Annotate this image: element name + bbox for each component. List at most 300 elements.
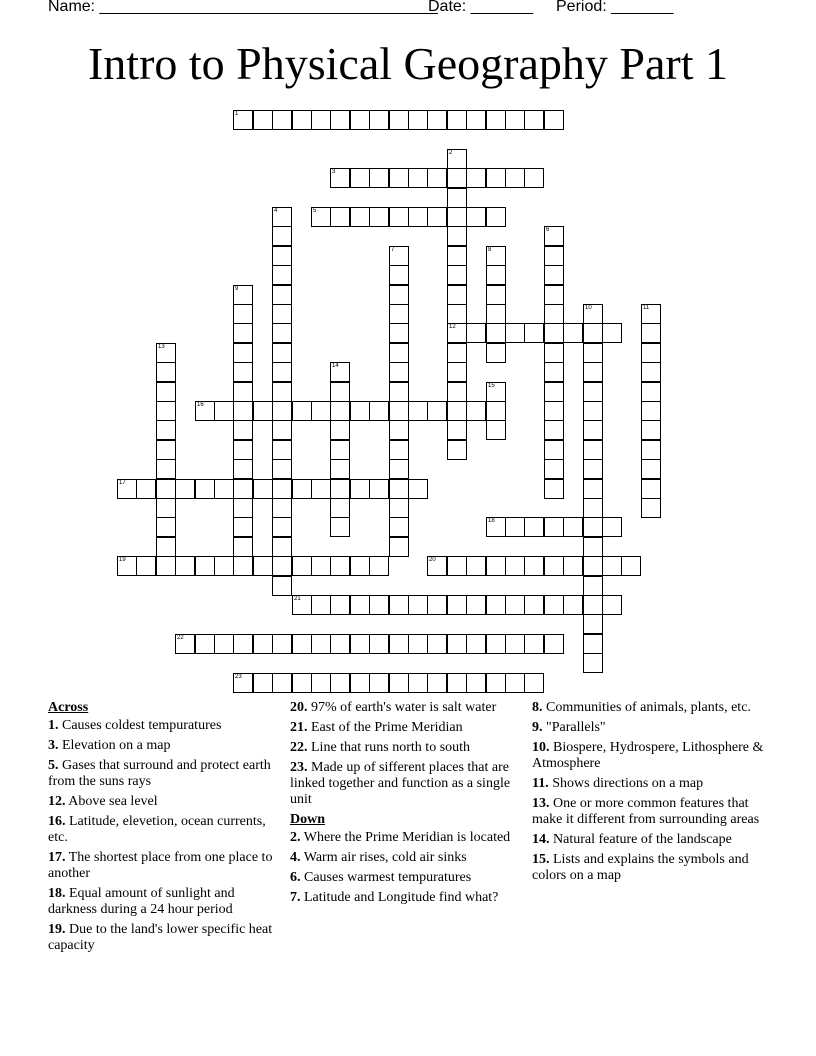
crossword-cell[interactable] (641, 382, 661, 402)
crossword-cell[interactable] (583, 498, 603, 518)
crossword-cell[interactable] (583, 614, 603, 634)
crossword-cell[interactable] (447, 595, 467, 615)
crossword-cell[interactable] (311, 556, 331, 576)
name-field[interactable]: Name: ______________________________________ (48, 0, 438, 15)
crossword-cell[interactable] (427, 673, 447, 693)
crossword-cell[interactable] (408, 595, 428, 615)
crossword-cell[interactable] (233, 323, 253, 343)
crossword-cell[interactable] (641, 498, 661, 518)
crossword-cell[interactable] (524, 517, 544, 537)
crossword-cell[interactable] (505, 673, 525, 693)
down-clue (532, 700, 772, 716)
clue-number-label: 9. (532, 720, 543, 735)
crossword-cell[interactable] (563, 517, 583, 537)
crossword-cell[interactable] (389, 304, 409, 324)
crossword-cell[interactable] (447, 110, 467, 130)
crossword-cell[interactable] (389, 595, 409, 615)
crossword-cell[interactable] (311, 401, 331, 421)
crossword-cell[interactable] (389, 479, 409, 499)
crossword-cell[interactable] (330, 401, 350, 421)
crossword-cell[interactable] (330, 498, 350, 518)
crossword-cell[interactable] (544, 517, 564, 537)
crossword-cell[interactable] (233, 479, 253, 499)
crossword-cell[interactable] (544, 304, 564, 324)
crossword-cell[interactable] (427, 401, 447, 421)
crossword-cell[interactable] (292, 673, 312, 693)
crossword-cell[interactable] (583, 634, 603, 654)
crossword-cell[interactable] (195, 556, 215, 576)
crossword-cell[interactable] (466, 673, 486, 693)
crossword-cell[interactable] (583, 440, 603, 460)
crossword-cell[interactable] (641, 304, 661, 324)
crossword-cell[interactable] (369, 479, 389, 499)
crossword-cell[interactable] (505, 168, 525, 188)
crossword-cell[interactable] (233, 459, 253, 479)
crossword-cell[interactable] (544, 459, 564, 479)
crossword-cell[interactable] (214, 634, 234, 654)
crossword-cell[interactable] (641, 401, 661, 421)
crossword-cell[interactable] (486, 285, 506, 305)
crossword-cell[interactable] (486, 634, 506, 654)
crossword-cell[interactable] (641, 479, 661, 499)
crossword-cell[interactable] (175, 479, 195, 499)
crossword-cell[interactable] (369, 207, 389, 227)
crossword-cell[interactable] (466, 110, 486, 130)
crossword-cell[interactable] (156, 382, 176, 402)
crossword-cell[interactable] (233, 673, 253, 693)
crossword-cell[interactable] (641, 420, 661, 440)
crossword-cell[interactable] (272, 537, 292, 557)
crossword-cell[interactable] (272, 498, 292, 518)
crossword-cell[interactable] (486, 595, 506, 615)
crossword-cell[interactable] (369, 110, 389, 130)
crossword-cell[interactable] (233, 401, 253, 421)
crossword-cell[interactable] (272, 110, 292, 130)
crossword-cell[interactable] (389, 459, 409, 479)
crossword-cell[interactable] (524, 168, 544, 188)
crossword-cell[interactable] (369, 168, 389, 188)
crossword-cell[interactable] (311, 595, 331, 615)
crossword-cell[interactable] (350, 634, 370, 654)
crossword-cell[interactable] (427, 168, 447, 188)
crossword-cell[interactable] (544, 265, 564, 285)
crossword-cell[interactable] (156, 401, 176, 421)
crossword-cell[interactable] (447, 168, 467, 188)
crossword-cell[interactable] (330, 517, 350, 537)
crossword-cell[interactable] (350, 110, 370, 130)
crossword-cell[interactable] (233, 440, 253, 460)
crossword-cell[interactable] (330, 362, 350, 382)
crossword-cell[interactable] (563, 323, 583, 343)
clue-text: Gases that surround and protect earth from the suns rays (48, 758, 271, 789)
crossword-cell[interactable] (330, 110, 350, 130)
crossword-cell[interactable] (272, 226, 292, 246)
crossword-cell[interactable] (641, 362, 661, 382)
crossword-cell[interactable] (272, 576, 292, 596)
clue-text: Due to the land's lower specific heat capacity (48, 922, 273, 953)
crossword-cell[interactable] (156, 343, 176, 363)
crossword-cell[interactable] (544, 343, 564, 363)
crossword-cell[interactable] (466, 168, 486, 188)
crossword-cell[interactable] (233, 304, 253, 324)
crossword-cell[interactable] (466, 323, 486, 343)
crossword-cell[interactable] (447, 149, 467, 169)
crossword-cell[interactable] (389, 440, 409, 460)
crossword-cell[interactable] (272, 323, 292, 343)
crossword-cell[interactable] (330, 595, 350, 615)
crossword-cell[interactable] (292, 479, 312, 499)
crossword-cell[interactable] (389, 285, 409, 305)
crossword-cell[interactable] (583, 323, 603, 343)
crossword-cell[interactable] (408, 168, 428, 188)
crossword-cell[interactable] (505, 556, 525, 576)
crossword-cell[interactable] (272, 343, 292, 363)
crossword-cell[interactable] (156, 440, 176, 460)
crossword-cell[interactable] (544, 420, 564, 440)
crossword-cell[interactable] (408, 207, 428, 227)
crossword-cell[interactable] (214, 401, 234, 421)
crossword-cell[interactable] (272, 246, 292, 266)
crossword-cell[interactable] (505, 110, 525, 130)
crossword-cell[interactable] (389, 634, 409, 654)
crossword-cell[interactable] (195, 634, 215, 654)
crossword-cell[interactable] (272, 401, 292, 421)
crossword-cell[interactable] (583, 343, 603, 363)
crossword-cell[interactable] (272, 285, 292, 305)
clue-text: Made up of sifferent places that are linked together and function as a single unit (290, 760, 511, 807)
crossword-cell[interactable] (330, 420, 350, 440)
crossword-cell[interactable] (486, 265, 506, 285)
crossword-cell[interactable] (486, 304, 506, 324)
crossword-cell[interactable] (486, 556, 506, 576)
crossword-cell[interactable] (408, 673, 428, 693)
crossword-cell[interactable] (486, 207, 506, 227)
crossword-cell[interactable] (389, 537, 409, 557)
crossword-cell[interactable] (350, 556, 370, 576)
crossword-cell[interactable] (447, 420, 467, 440)
crossword-cell[interactable] (563, 556, 583, 576)
crossword-cell[interactable] (175, 556, 195, 576)
crossword-cell[interactable] (292, 110, 312, 130)
crossword-cell[interactable] (369, 556, 389, 576)
crossword-cell[interactable] (350, 168, 370, 188)
crossword-cell[interactable] (369, 634, 389, 654)
crossword-cell[interactable] (253, 479, 273, 499)
crossword-cell[interactable] (486, 420, 506, 440)
crossword-cell[interactable] (156, 420, 176, 440)
crossword-cell[interactable] (544, 556, 564, 576)
crossword-cell[interactable] (272, 207, 292, 227)
crossword-cell[interactable] (136, 556, 156, 576)
crossword-cell[interactable] (292, 401, 312, 421)
clue-number: 14 (332, 363, 339, 369)
crossword-cell[interactable] (583, 653, 603, 673)
crossword-cell[interactable] (272, 673, 292, 693)
crossword-cell[interactable] (136, 479, 156, 499)
crossword-cell[interactable] (350, 673, 370, 693)
crossword-cell[interactable] (272, 479, 292, 499)
crossword-cell[interactable] (427, 207, 447, 227)
crossword-cell[interactable] (544, 401, 564, 421)
date-field[interactable]: Date: _______ (428, 0, 533, 15)
crossword-cell[interactable] (544, 382, 564, 402)
crossword-cell[interactable] (524, 595, 544, 615)
crossword-cell[interactable] (311, 110, 331, 130)
crossword-cell[interactable] (583, 304, 603, 324)
crossword-cell[interactable] (389, 265, 409, 285)
crossword-cell[interactable] (233, 110, 253, 130)
clues-column-3 (532, 700, 772, 888)
crossword-cell[interactable] (195, 479, 215, 499)
crossword-cell[interactable] (350, 401, 370, 421)
crossword-cell[interactable] (233, 343, 253, 363)
crossword-cell[interactable] (466, 207, 486, 227)
crossword-cell[interactable] (369, 401, 389, 421)
crossword-cell[interactable] (389, 207, 409, 227)
crossword-cell[interactable] (583, 382, 603, 402)
crossword-cell[interactable] (272, 440, 292, 460)
crossword-cell[interactable] (389, 246, 409, 266)
crossword-cell[interactable] (466, 401, 486, 421)
crossword-cell[interactable] (641, 343, 661, 363)
crossword-cell[interactable] (466, 556, 486, 576)
crossword-cell[interactable] (156, 498, 176, 518)
crossword-cell[interactable] (233, 517, 253, 537)
crossword-cell[interactable] (156, 556, 176, 576)
clue-number-label: 11. (532, 776, 549, 791)
crossword-cell[interactable] (447, 556, 467, 576)
crossword-cell[interactable] (156, 517, 176, 537)
crossword-cell[interactable] (330, 440, 350, 460)
crossword-cell[interactable] (486, 343, 506, 363)
crossword-cell[interactable] (486, 323, 506, 343)
crossword-cell[interactable] (505, 595, 525, 615)
crossword-cell[interactable] (524, 110, 544, 130)
crossword-cell[interactable] (447, 343, 467, 363)
crossword-cell[interactable] (466, 634, 486, 654)
crossword-cell[interactable] (369, 595, 389, 615)
crossword-cell[interactable] (350, 207, 370, 227)
crossword-cell[interactable] (330, 556, 350, 576)
crossword-cell[interactable] (505, 517, 525, 537)
crossword-cell[interactable] (233, 537, 253, 557)
crossword-cell[interactable] (408, 634, 428, 654)
crossword-cell[interactable] (195, 401, 215, 421)
clue-number-label: 20. (290, 700, 308, 715)
crossword-cell[interactable] (466, 595, 486, 615)
crossword-cell[interactable] (447, 246, 467, 266)
crossword-cell[interactable] (524, 634, 544, 654)
period-field[interactable]: Period: _______ (556, 0, 674, 15)
crossword-cell[interactable] (408, 110, 428, 130)
crossword-cell[interactable] (505, 323, 525, 343)
crossword-cell[interactable] (330, 168, 350, 188)
crossword-cell[interactable] (524, 556, 544, 576)
crossword-cell[interactable] (389, 382, 409, 402)
across-clue (290, 740, 515, 756)
crossword-cell[interactable] (330, 479, 350, 499)
crossword-cell[interactable] (156, 537, 176, 557)
crossword-cell[interactable] (583, 401, 603, 421)
crossword-cell[interactable] (602, 595, 622, 615)
crossword-cell[interactable] (524, 673, 544, 693)
crossword-cell[interactable] (233, 634, 253, 654)
crossword-cell[interactable] (272, 265, 292, 285)
crossword-cell[interactable] (447, 207, 467, 227)
crossword-cell[interactable] (583, 479, 603, 499)
crossword-cell[interactable] (311, 673, 331, 693)
crossword-cell[interactable] (447, 304, 467, 324)
crossword-cell[interactable] (292, 634, 312, 654)
clue-number: 10 (585, 305, 592, 311)
crossword-cell[interactable] (447, 440, 467, 460)
crossword-cell[interactable] (233, 382, 253, 402)
crossword-cell[interactable] (583, 517, 603, 537)
crossword-cell[interactable] (427, 634, 447, 654)
crossword-cell[interactable] (156, 362, 176, 382)
crossword-cell[interactable] (544, 479, 564, 499)
crossword-cell[interactable] (544, 362, 564, 382)
crossword-cell[interactable] (486, 110, 506, 130)
crossword-cell[interactable] (311, 634, 331, 654)
crossword-cell[interactable] (447, 382, 467, 402)
crossword-cell[interactable] (602, 517, 622, 537)
crossword-cell[interactable] (389, 343, 409, 363)
crossword-cell[interactable] (233, 556, 253, 576)
crossword-cell[interactable] (117, 479, 137, 499)
crossword-cell[interactable] (447, 188, 467, 208)
crossword-cell[interactable] (389, 168, 409, 188)
crossword-cell[interactable] (214, 556, 234, 576)
crossword-cell[interactable] (253, 634, 273, 654)
crossword-cell[interactable] (524, 323, 544, 343)
crossword-cell[interactable] (330, 459, 350, 479)
crossword-cell[interactable] (621, 556, 641, 576)
crossword-cell[interactable] (253, 110, 273, 130)
crossword-cell[interactable] (253, 401, 273, 421)
crossword-cell[interactable] (486, 517, 506, 537)
crossword-cell[interactable] (408, 401, 428, 421)
crossword-cell[interactable] (311, 207, 331, 227)
crossword-cell[interactable] (544, 246, 564, 266)
crossword-cell[interactable] (641, 459, 661, 479)
clue-number: 23 (235, 674, 242, 680)
crossword-cell[interactable] (175, 634, 195, 654)
crossword-cell[interactable] (389, 323, 409, 343)
crossword-cell[interactable] (253, 673, 273, 693)
crossword-cell[interactable] (544, 285, 564, 305)
crossword-cell[interactable] (544, 323, 564, 343)
crossword-cell[interactable] (330, 382, 350, 402)
crossword-cell[interactable] (486, 382, 506, 402)
crossword-cell[interactable] (583, 537, 603, 557)
crossword-cell[interactable] (447, 285, 467, 305)
crossword-cell[interactable] (389, 110, 409, 130)
crossword-cell[interactable] (583, 595, 603, 615)
crossword-cell[interactable] (389, 420, 409, 440)
crossword-cell[interactable] (214, 479, 234, 499)
crossword-cell[interactable] (602, 556, 622, 576)
crossword-cell[interactable] (447, 362, 467, 382)
crossword-cell[interactable] (447, 226, 467, 246)
crossword-cell[interactable] (583, 576, 603, 596)
crossword-cell[interactable] (389, 362, 409, 382)
crossword-cell[interactable] (272, 556, 292, 576)
crossword-cell[interactable] (350, 595, 370, 615)
crossword-cell[interactable] (505, 634, 525, 654)
crossword-cell[interactable] (427, 556, 447, 576)
crossword-cell[interactable] (233, 285, 253, 305)
crossword-cell[interactable] (389, 498, 409, 518)
crossword-cell[interactable] (486, 401, 506, 421)
crossword-cell[interactable] (272, 304, 292, 324)
crossword-cell[interactable] (447, 265, 467, 285)
crossword-cell[interactable] (272, 382, 292, 402)
crossword-cell[interactable] (389, 673, 409, 693)
crossword-cell[interactable] (272, 420, 292, 440)
crossword-cell[interactable] (447, 401, 467, 421)
crossword-cell[interactable] (389, 517, 409, 537)
crossword-cell[interactable] (486, 673, 506, 693)
crossword-cell[interactable] (427, 110, 447, 130)
crossword-cell[interactable] (544, 226, 564, 246)
down-clue (290, 870, 515, 886)
crossword-cell[interactable] (544, 110, 564, 130)
crossword-cell[interactable] (156, 459, 176, 479)
crossword-cell[interactable] (602, 323, 622, 343)
crossword-cell[interactable] (544, 634, 564, 654)
crossword-cell[interactable] (330, 634, 350, 654)
crossword-cell[interactable] (253, 556, 273, 576)
crossword-cell[interactable] (447, 634, 467, 654)
crossword-cell[interactable] (272, 459, 292, 479)
crossword-cell[interactable] (369, 673, 389, 693)
crossword-cell[interactable] (292, 556, 312, 576)
crossword-cell[interactable] (350, 479, 370, 499)
crossword-cell[interactable] (389, 401, 409, 421)
crossword-cell[interactable] (583, 420, 603, 440)
crossword-cell[interactable] (583, 362, 603, 382)
crossword-cell[interactable] (641, 440, 661, 460)
crossword-cell[interactable] (292, 595, 312, 615)
crossword-cell[interactable] (563, 595, 583, 615)
crossword-cell[interactable] (583, 459, 603, 479)
crossword-cell[interactable] (583, 556, 603, 576)
crossword-cell[interactable] (447, 673, 467, 693)
crossword-cell[interactable] (272, 362, 292, 382)
crossword-cell[interactable] (233, 420, 253, 440)
crossword-cell[interactable] (272, 634, 292, 654)
crossword-cell[interactable] (233, 498, 253, 518)
crossword-cell[interactable] (486, 168, 506, 188)
crossword-cell[interactable] (330, 207, 350, 227)
across-clue (48, 850, 273, 882)
crossword-cell[interactable] (408, 479, 428, 499)
crossword-cell[interactable] (641, 323, 661, 343)
crossword-cell[interactable] (330, 673, 350, 693)
crossword-cell[interactable] (272, 517, 292, 537)
crossword-cell[interactable] (311, 479, 331, 499)
crossword-cell[interactable] (544, 595, 564, 615)
crossword-cell[interactable] (486, 246, 506, 266)
crossword-cell[interactable] (544, 440, 564, 460)
crossword-cell[interactable] (156, 479, 176, 499)
crossword-cell[interactable] (233, 362, 253, 382)
crossword-cell[interactable] (427, 595, 447, 615)
crossword-cell[interactable] (447, 323, 467, 343)
crossword-cell[interactable] (117, 556, 137, 576)
across-clue (48, 886, 273, 918)
